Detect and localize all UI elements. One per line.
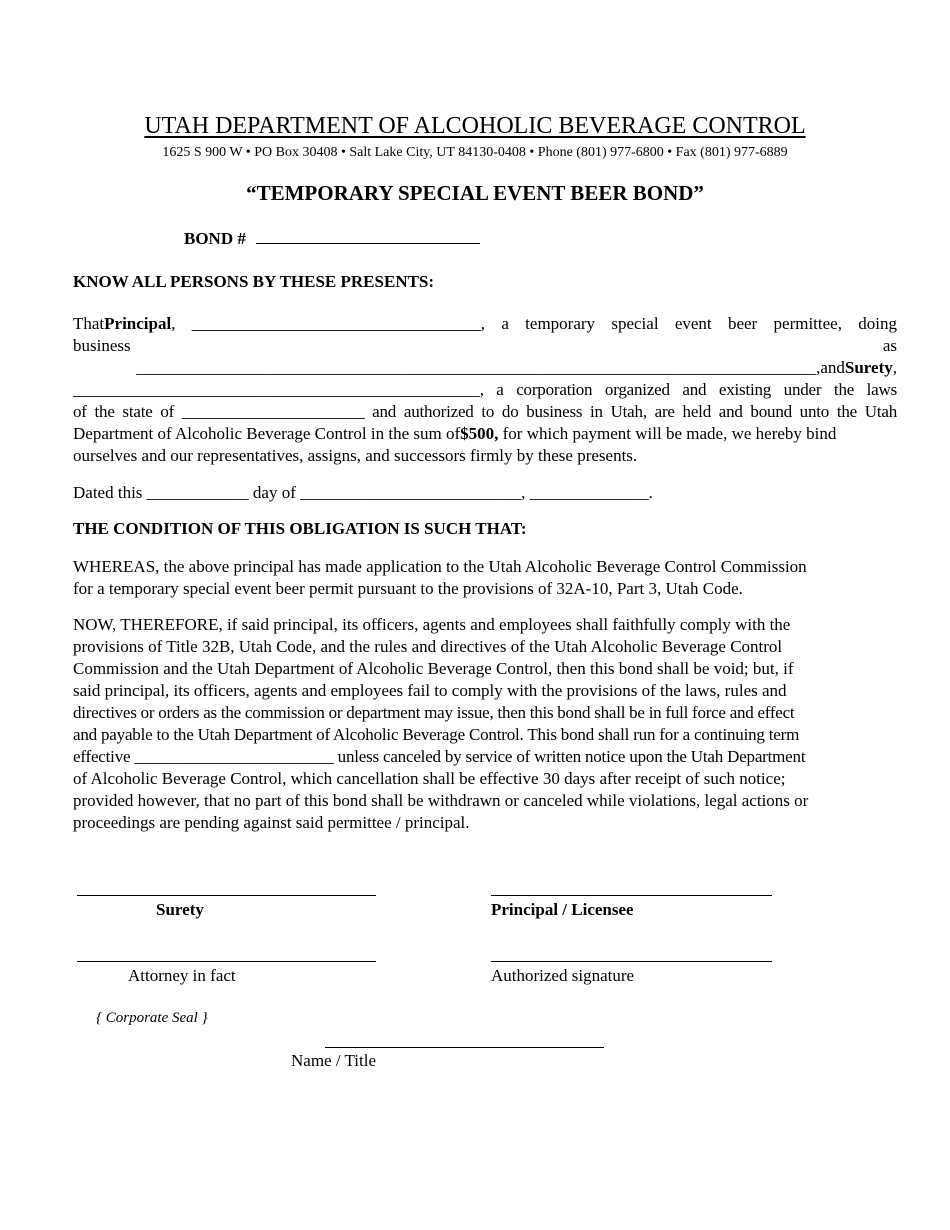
principal-term: Principal xyxy=(104,314,172,333)
name-title-label: Name / Title xyxy=(291,1051,377,1070)
now-therefore-line: of Alcoholic Beverage Control, which cancellation shall be effective 30 days after receipt of such notice; xyxy=(73,769,786,788)
surety-signature-label: Surety xyxy=(156,900,204,919)
principal-signature-line[interactable] xyxy=(491,895,772,896)
para1-line-5: of the state of ______________________ and authorized to do business in Utah, are held and bound unto the Utah xyxy=(73,402,897,421)
dated-line: Dated this ____________ day of __________________________, ______________. xyxy=(73,483,653,502)
para1-line-6: Department of Alcoholic Beverage Control in the sum of $500, for which payment will be made, we hereby bind xyxy=(73,424,837,443)
now-therefore-line: directives or orders as the commission or department may issue, then this bond shall be in full force and effect xyxy=(73,703,795,722)
para1-line-2: business as xyxy=(73,336,897,355)
para1-line-4: _________________________________________________, a corporation organized and existing under the laws xyxy=(73,380,897,399)
principal-signature-label: Principal / Licensee xyxy=(491,900,634,919)
name-title-line[interactable] xyxy=(325,1047,604,1048)
whereas-line: WHEREAS, the above principal has made application to the Utah Alcoholic Beverage Control Commission xyxy=(73,557,807,576)
surety-term: Surety xyxy=(844,358,893,377)
surety-signature-line[interactable] xyxy=(77,895,376,896)
para1-line-1: That Principal , __________________________________, a temporary special event beer permittee, doing xyxy=(73,314,897,333)
bond-number-label: BOND # xyxy=(184,229,246,248)
agency-name: UTAH DEPARTMENT OF ALCOHOLIC BEVERAGE CONTROL xyxy=(144,113,806,139)
now-therefore-line: provisions of Title 32B, Utah Code, and the rules and directives of the Utah Alcoholic Beverage Control xyxy=(73,637,783,656)
now-therefore-line: said principal, its officers, agents and employees fail to comply with the provisions of the laws, rules and xyxy=(73,681,787,700)
authorized-signature-line[interactable] xyxy=(491,961,772,962)
form-title: “TEMPORARY SPECIAL EVENT BEER BOND” xyxy=(246,181,704,205)
bond-number-field xyxy=(184,229,480,249)
now-therefore-line: and payable to the Utah Department of Alcoholic Beverage Control. This bond shall run for a continuing term xyxy=(73,725,800,744)
bond-number-blank[interactable] xyxy=(256,229,480,244)
condition-heading: THE CONDITION OF THIS OBLIGATION IS SUCH THAT: xyxy=(73,519,527,538)
para1-line-3: ________________________________________________________________________________,and Surety , xyxy=(136,358,897,377)
agency-address: 1625 S 900 W • PO Box 30408 • Salt Lake City, UT 84130-0408 • Phone (801) 977-6800 • Fax (801) 977-6889 xyxy=(162,145,788,160)
attorney-signature-line[interactable] xyxy=(77,961,376,962)
attorney-signature-label: Attorney in fact xyxy=(128,966,236,985)
now-therefore-line: effective ________________________ unless canceled by service of written notice upon the Utah Department xyxy=(73,747,806,766)
whereas-line: for a temporary special event beer permit pursuant to the provisions of 32A-10, Part 3, Utah Code. xyxy=(73,579,743,598)
now-therefore-line: proceedings are pending against said permittee / principal. xyxy=(73,813,470,832)
now-therefore-line: provided however, that no part of this bond shall be withdrawn or canceled while violations, legal actions or xyxy=(73,791,809,810)
principal-surety-paragraph xyxy=(73,313,897,467)
now-therefore-paragraph xyxy=(73,614,897,834)
know-all-heading: KNOW ALL PERSONS BY THESE PRESENTS: xyxy=(73,272,435,291)
whereas-paragraph xyxy=(73,556,897,600)
corporate-seal-label: { Corporate Seal } xyxy=(96,1010,208,1026)
bond-amount: $500, xyxy=(460,424,499,443)
now-therefore-line: Commission and the Utah Department of Alcoholic Beverage Control, then this bond shall be void; but, if xyxy=(73,659,794,678)
now-therefore-line: NOW, THEREFORE, if said principal, its officers, agents and employees shall faithfully comply with the xyxy=(73,615,791,634)
authorized-signature-label: Authorized signature xyxy=(491,966,635,985)
para1-line-7: ourselves and our representatives, assigns, and successors firmly by these presents. xyxy=(73,446,638,465)
